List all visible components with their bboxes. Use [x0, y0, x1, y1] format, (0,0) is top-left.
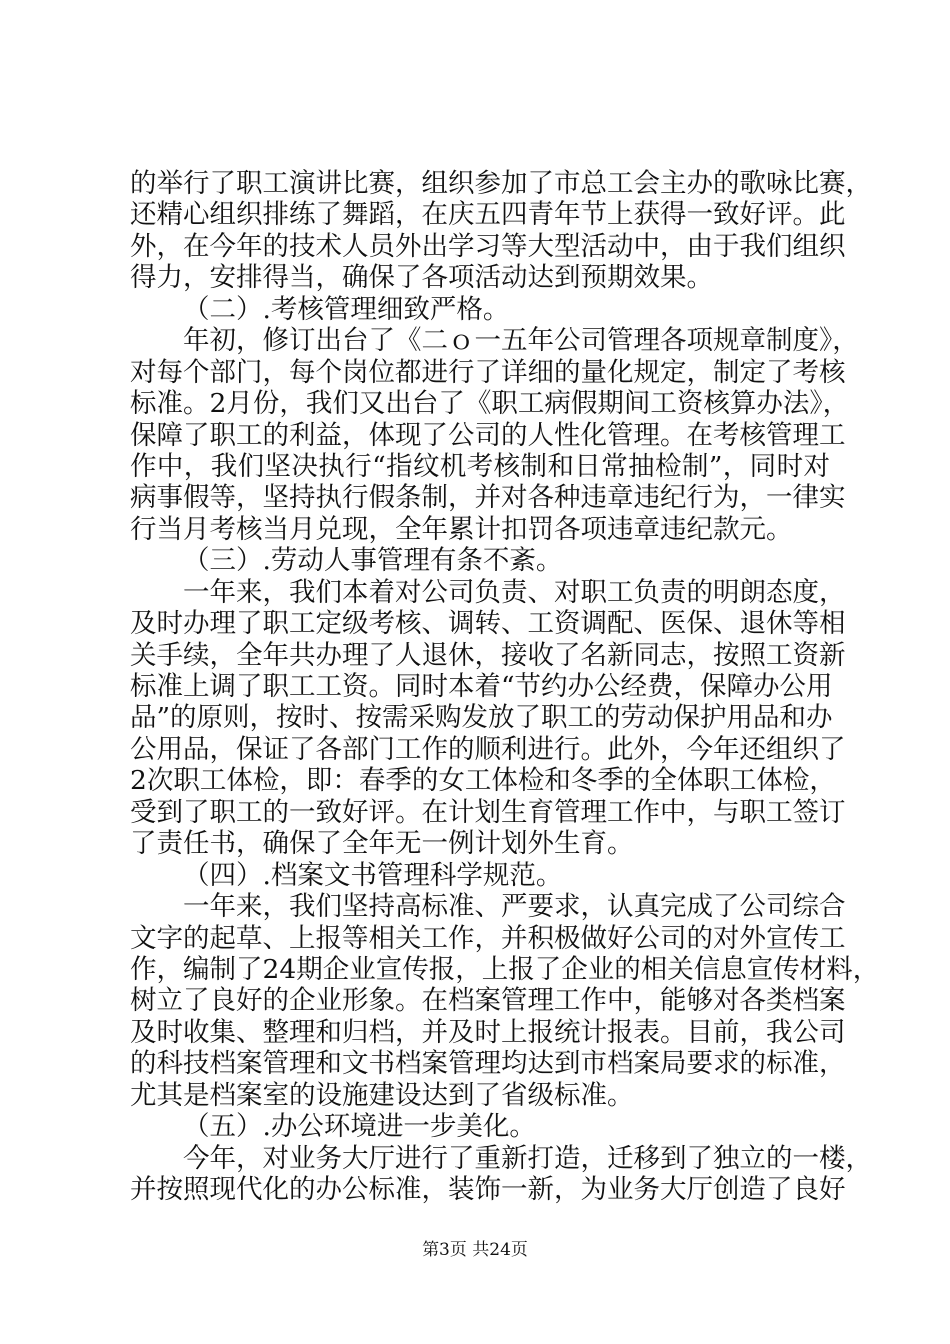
- text-line: 一年来，我们坚持高标准、严要求，认真完成了公司综合: [183, 891, 846, 923]
- text-line: 及时办理了职工定级考核、调转、工资调配、医保、退休等相: [130, 608, 846, 640]
- text-line: 作中，我们坚决执行“指纹机考核制和日常抽检制”，同时对: [130, 450, 830, 482]
- text-line: 文字的起草、上报等相关工作，并积极做好公司的对外宣传工: [130, 922, 846, 954]
- text-line: 公用品，保证了各部门工作的顺利进行。此外，今年还组织了: [130, 733, 846, 765]
- text-line: 及时收集、整理和归档，并及时上报统计报表。目前，我公司: [130, 1016, 846, 1048]
- text-line: 尤其是档案室的设施建设达到了省级标准。: [130, 1079, 634, 1111]
- text-line: 病事假等，坚持执行假条制，并对各种违章违纪行为，一律实: [130, 482, 846, 514]
- text-line: 外，在今年的技术人员外出学习等大型活动中，由于我们组织: [130, 230, 846, 262]
- text-line: 一年来，我们本着对公司负责、对职工负责的明朗态度，: [183, 576, 846, 608]
- text-line: 作，编制了24期企业宣传报，上报了企业的相关信息宣传材料，: [130, 953, 880, 985]
- text-line: 标准上调了职工工资。同时本着“节约办公经费，保障办公用: [130, 671, 833, 702]
- section-heading: （二）.考核管理细致严格。: [183, 293, 510, 325]
- text-line: 2次职工体检，即：春季的女工体检和冬季的全体职工体检，: [130, 765, 836, 797]
- section-heading: （四）.档案文书管理科学规范。: [183, 859, 563, 891]
- text-line: 了责任书，确保了全年无一例计划外生育。: [130, 828, 634, 860]
- text-line: 树立了良好的企业形象。在档案管理工作中，能够对各类档案: [130, 985, 846, 1017]
- text-line: 品”的原则，按时、按需采购发放了职工的劳动保护用品和办: [130, 702, 833, 734]
- text-line: 保障了职工的利益，体现了公司的人性化管理。在考核管理工: [130, 419, 846, 451]
- text-line: 对每个部门，每个岗位都进行了详细的量化规定，制定了考核: [130, 356, 846, 388]
- document-body: [130, 168, 880, 1205]
- section-heading: （五）.办公环境进一步美化。: [183, 1111, 536, 1143]
- text-line: 得力，安排得当，确保了各项活动达到预期效果。: [130, 262, 713, 294]
- text-line: 还精心组织排练了舞蹈，在庆五四青年节上获得一致好评。此: [130, 199, 846, 231]
- text-line: 今年，对业务大厅进行了重新打造，迁移到了独立的一楼，: [183, 1142, 872, 1174]
- text-line: 标准。2月份，我们又出台了《职工病假期间工资核算办法》，: [130, 388, 850, 420]
- page-footer: 第3页 共24页: [422, 1240, 528, 1260]
- text-line: 的举行了职工演讲比赛，组织参加了市总工会主办的歌咏比赛，: [130, 168, 872, 199]
- text-line: 年初，修订出台了《二ｏ一五年公司管理各项规章制度》，: [183, 325, 859, 357]
- text-line: 关手续，全年共办理了人退休，接收了名新同志，按照工资新: [130, 639, 846, 671]
- section-heading: （三）.劳动人事管理有条不紊。: [183, 545, 563, 577]
- text-line: 行当月考核当月兑现，全年累计扣罚各项违章违纪款元。: [130, 513, 793, 545]
- text-line: 并按照现代化的办公标准，装饰一新，为业务大厅创造了良好: [130, 1174, 846, 1205]
- text-line: 受到了职工的一致好评。在计划生育管理工作中，与职工签订: [130, 796, 846, 828]
- text-line: 的科技档案管理和文书档案管理均达到市档案局要求的标准，: [130, 1048, 846, 1080]
